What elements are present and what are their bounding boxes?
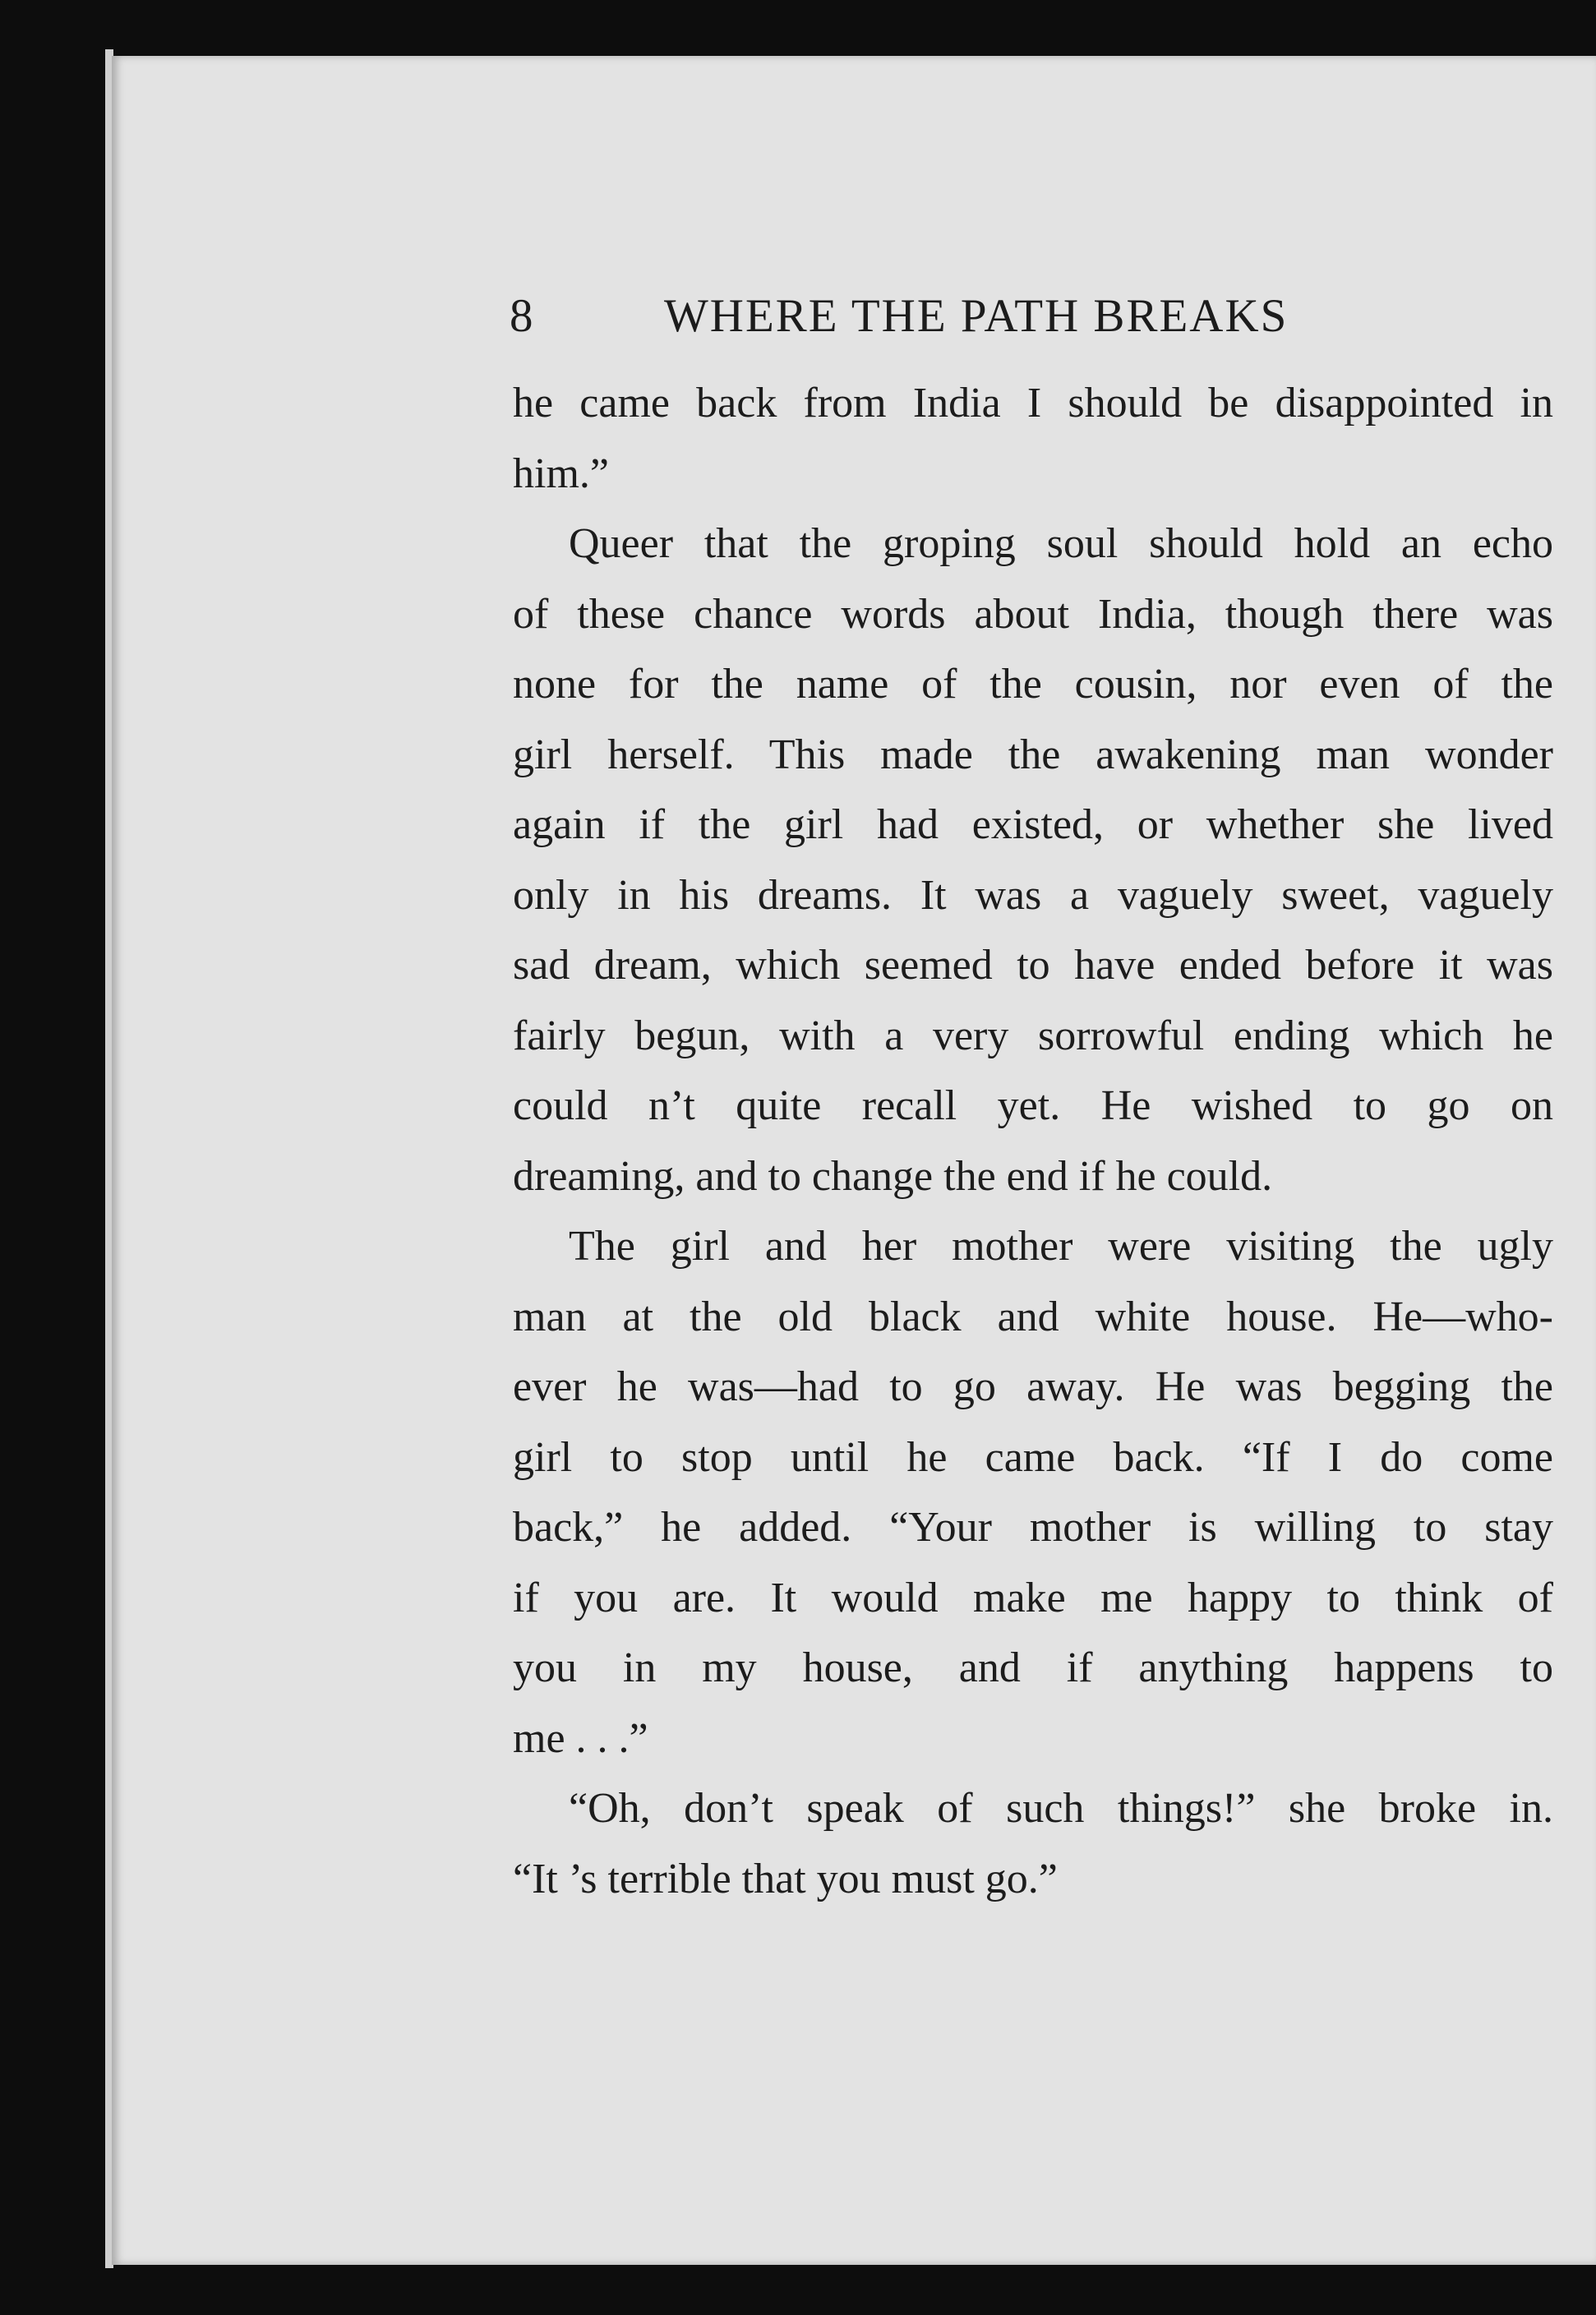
text-line: girl to stop until he came back. “If I do come (513, 1433, 1553, 1481)
text-line: girl herself. This made the awakening man wonder (513, 731, 1553, 778)
text-line: again if the girl had existed, or whether she lived (513, 801, 1553, 848)
text-line: only in his dreams. It was a vaguely sweet, vaguely (513, 871, 1553, 919)
text-line: back,” he added. “Your mother is willing to stay (513, 1504, 1553, 1551)
text-line: if you are. It would make me happy to think of (513, 1574, 1553, 1621)
running-head (510, 289, 1545, 347)
text-line: dreaming, and to change the end if he could. (513, 1152, 1273, 1200)
text-line: sad dream, which seemed to have ended before it was (513, 942, 1553, 989)
text-line: “Oh, don’t speak of such things!” she broke in. (569, 1785, 1553, 1832)
text-line: him.” (513, 450, 609, 497)
body-text (513, 368, 1553, 1914)
text-line: he came back from India I should be disappointed in (513, 380, 1553, 427)
text-line: Queer that the groping soul should hold an echo (569, 520, 1553, 567)
text-line: none for the name of the cousin, nor even of the (513, 661, 1553, 708)
text-line: “It ’s terrible that you must go.” (513, 1855, 1058, 1902)
text-line: me . . .” (513, 1714, 648, 1762)
running-title: WHERE THE PATH BREAKS (664, 290, 1289, 342)
text-line: of these chance words about India, though there was (513, 590, 1553, 638)
text-line: man at the old black and white house. He—who- (513, 1293, 1553, 1340)
text-line: ever he was—had to go away. He was begging the (513, 1363, 1553, 1410)
text-line: you in my house, and if anything happens to (513, 1644, 1553, 1691)
page-number: 8 (510, 290, 534, 342)
text-line: The girl and her mother were visiting the ugly (569, 1223, 1553, 1270)
text-line: could n’t quite recall yet. He wished to go on (513, 1082, 1553, 1129)
text-line: fairly begun, with a very sorrowful ending which he (513, 1012, 1553, 1059)
